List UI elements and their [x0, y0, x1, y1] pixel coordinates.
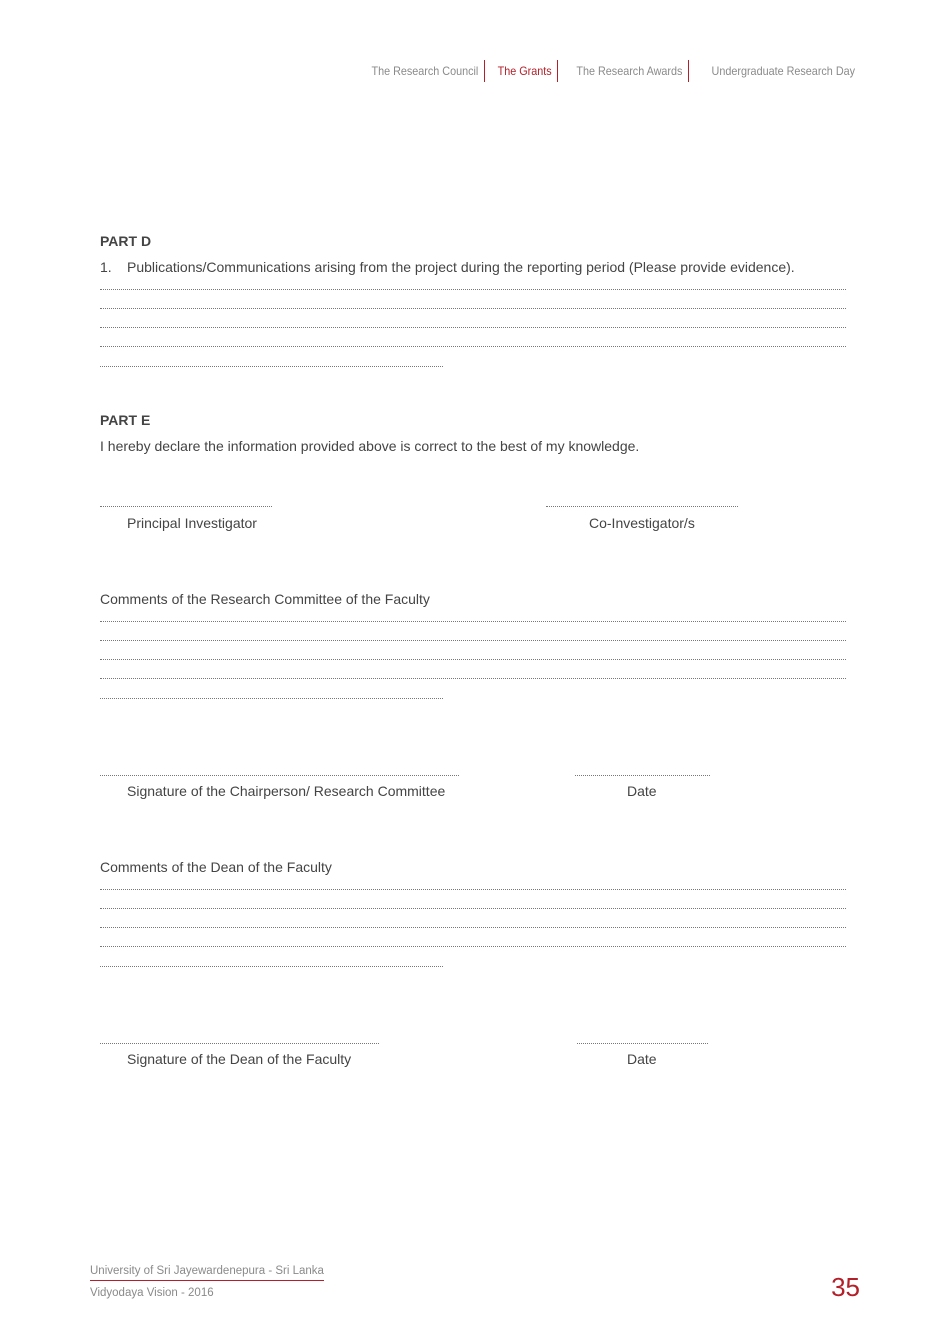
part-d-item-number: 1.	[100, 259, 112, 275]
answer-line[interactable]	[100, 621, 846, 622]
answer-line[interactable]	[100, 640, 846, 641]
answer-line[interactable]	[100, 698, 443, 699]
nav-research-awards[interactable]: The Research Awards	[576, 64, 683, 78]
nav-research-council[interactable]: The Research Council	[371, 64, 479, 78]
chairperson-signature-label: Signature of the Chairperson/ Research Committee	[127, 783, 446, 799]
footer-university: University of Sri Jayewardenepura - Sri Lanka	[90, 1265, 324, 1281]
nav-undergraduate-research-day[interactable]: Undergraduate Research Day	[711, 64, 855, 78]
dean-comments-label: Comments of the Dean of the Faculty	[100, 859, 332, 875]
answer-line[interactable]	[100, 327, 846, 328]
dean-signature-label: Signature of the Dean of the Faculty	[127, 1051, 352, 1067]
nav-the-grants[interactable]: The Grants	[497, 64, 552, 78]
coi-label: Co-Investigator/s	[589, 515, 695, 531]
answer-line[interactable]	[100, 308, 846, 309]
answer-line[interactable]	[100, 289, 846, 290]
dean-signature-line[interactable]	[100, 1043, 379, 1044]
pi-label: Principal Investigator	[127, 515, 257, 531]
answer-line[interactable]	[100, 678, 846, 679]
answer-line[interactable]	[100, 366, 443, 367]
dean-date-line[interactable]	[577, 1043, 708, 1044]
answer-line[interactable]	[100, 946, 846, 947]
part-e-heading: PART E	[100, 412, 151, 428]
answer-line[interactable]	[100, 908, 846, 909]
page-number: 35	[831, 1272, 860, 1302]
dean-date-label: Date	[627, 1051, 657, 1067]
declaration-text: I hereby declare the information provided above is correct to the best of my knowledge.	[100, 438, 640, 454]
pi-signature-line[interactable]	[100, 506, 272, 507]
answer-line[interactable]	[100, 889, 846, 890]
footer-publication: Vidyodaya Vision - 2016	[90, 1287, 214, 1299]
committee-date-label: Date	[627, 783, 657, 799]
coi-signature-line[interactable]	[546, 506, 738, 507]
part-d-item-text: Publications/Communications arising from the project during the reporting period (Please provide evidence).	[127, 259, 795, 275]
chairperson-signature-line[interactable]	[100, 775, 459, 776]
committee-date-line[interactable]	[575, 775, 710, 776]
nav-divider	[484, 60, 485, 82]
committee-comments-label: Comments of the Research Committee of the Faculty	[100, 591, 430, 607]
answer-line[interactable]	[100, 346, 846, 347]
answer-line[interactable]	[100, 659, 846, 660]
answer-line[interactable]	[100, 927, 846, 928]
answer-line[interactable]	[100, 966, 443, 967]
part-d-heading: PART D	[100, 233, 152, 249]
header-nav	[353, 60, 860, 82]
